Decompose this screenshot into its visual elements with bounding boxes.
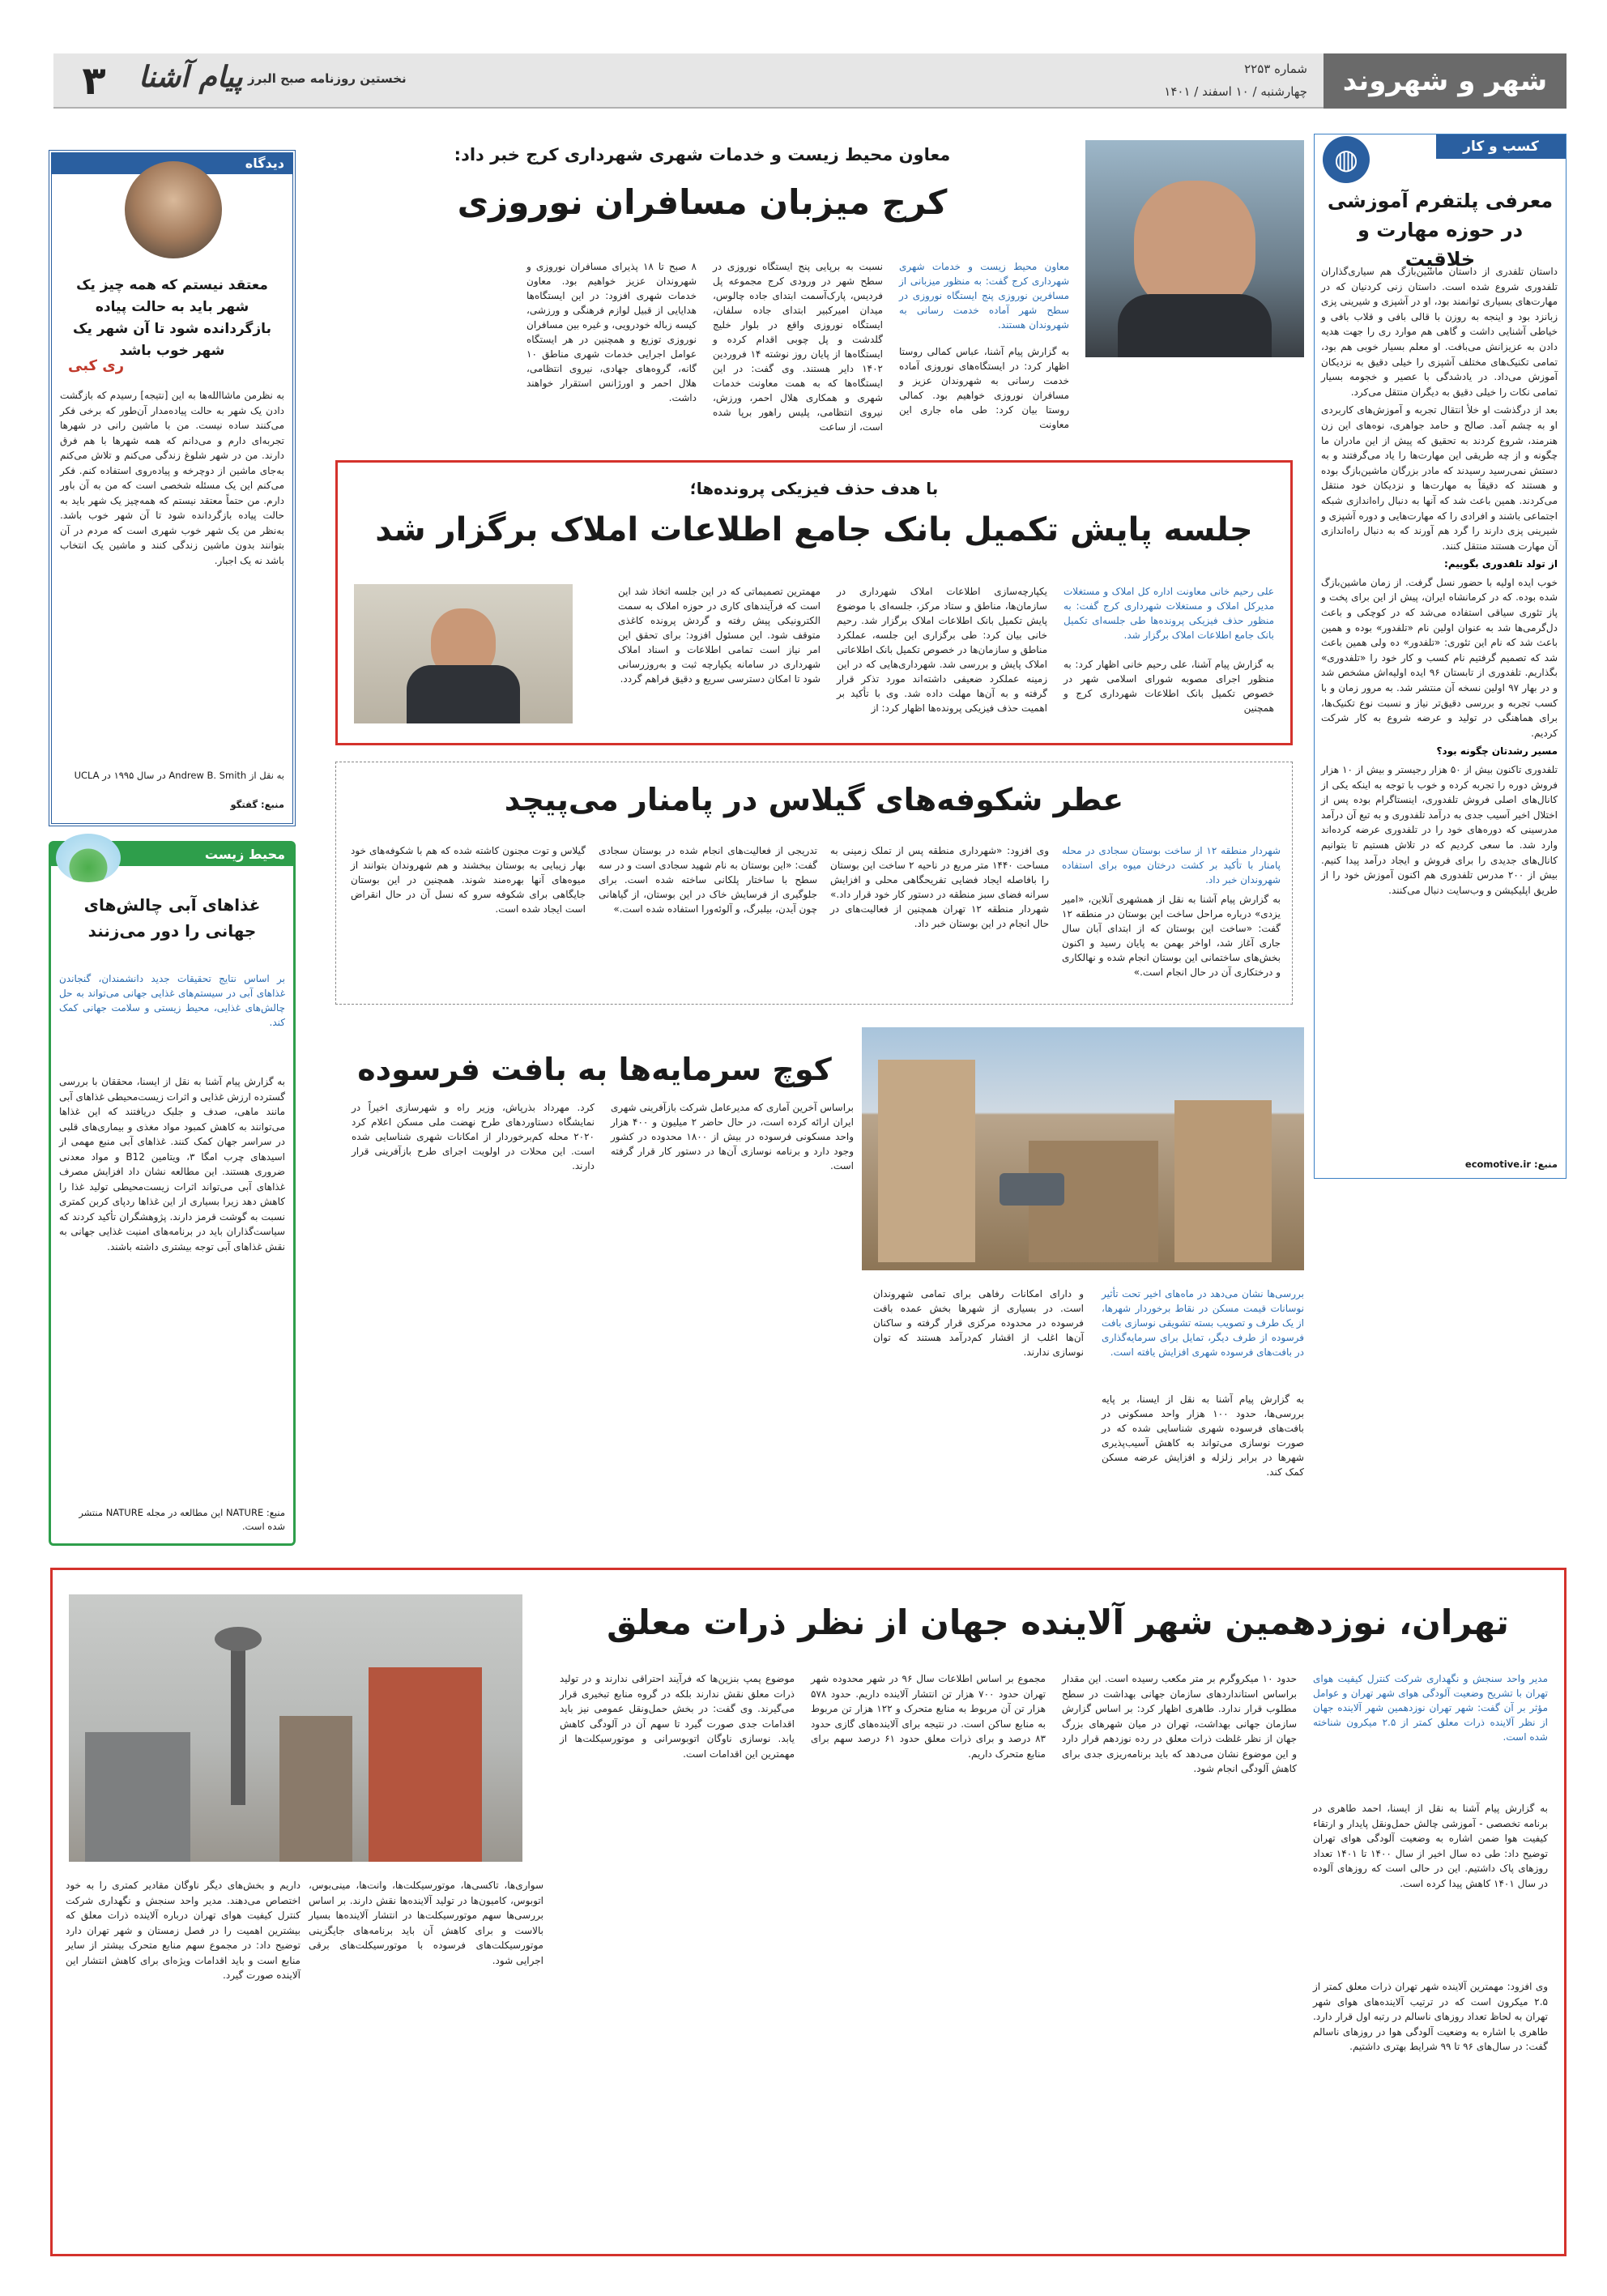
author-photo bbox=[125, 161, 222, 258]
karaj-body-3: ۸ صبح تا ۱۸ پذیرای مسافران نوروزی و شهروندان عزیز خواهیم بود. معاون خدمات شهری افزود: در این ایستگاه‌ها هدایایی از قبیل لوازم فرهنگی و ورزشی، کیسه زباله خودرویی، و غیره بین مسافران نوروزی توزیع و همچنین در هر ایستگاه عوامل اجرایی خدمات شهری مناطق ۱۰ گانه، گروه‌های جهادی، نیروی انتظامی، هلال احمر و اورژانس استقرار خواهند داشت. bbox=[526, 261, 697, 403]
heritage-body-2: و دارای امکانات رفاهی برای تمامی شهروندان است. در بسیاری از شهرها بخش عمده بافت فرسوده در محدوده مرکزی قرار گرفته و ساکنان آن‌ها اغلب از اقشار کم‌درآمد هستند که توان نوسازی ندارند. bbox=[873, 1288, 1084, 1358]
heritage-body-3: براساس آخرین آماری که مدیرعامل شرکت بازآفرینی شهری ایران ارائه کرده است، در حال حاضر ۲ میلیون و ۴۰۰ هزار واحد مسکونی فرسوده در بیش از ۱۸۰۰ محدوده در کشور وجود دارد و برنامه نوسازی آن‌ها در دستور کار قرار گرفته است. bbox=[611, 1102, 854, 1171]
issue-date: چهارشنبه / ۱۰ اسفند / ۱۴۰۱ bbox=[1164, 84, 1307, 99]
heritage-body-1: به گزارش پیام آشنا به نقل از ایسنا، بر پایه بررسی‌ها، حدود ۱۰۰ هزار واحد مسکونی در بافت‌های فرسوده شهری شناسایی شده که در صورت نوسازی می‌تواند به کاهش آسیب‌پذیری شهرها در برابر زلزله و افزایش عرضه مسکن کمک کند. bbox=[1102, 1393, 1305, 1478]
opinion-label-bar: دیدگاه bbox=[52, 153, 292, 174]
heritage-lead: بررسی‌ها نشان می‌دهد در ماه‌های اخیر تحت تأثیر نوسانات قیمت مسکن در نقاط برخوردار شهرها، از یک طرف و تصویب بسته تشویقی نوسازی بافت فرسوده از طرف دیگر، تمایل برای سرمایه‌گذاری در بافت‌های فرسوده شهری افزایش یافته است. bbox=[1102, 1288, 1304, 1358]
property-lead: علی رحیم خانی معاونت اداره کل املاک و مستغلات مدیرکل املاک و مستغلات شهرداری کرج گفت: به منظور حذف فیزیکی پرونده‌ها طی جلسه‌ای تکمیل بانک جامع اطلاعات املاک برگزار شد. bbox=[1064, 586, 1274, 641]
property-body-1: به گزارش پیام آشنا، علی رحیم خانی اظهار کرد: به منظور اجرای مصوبه شورای اسلامی شهر در خصوص تکمیل بانک اطلاعات شهرداری کرج و همچنین bbox=[1064, 659, 1274, 714]
tagline: نخستین روزنامه صبح البرز bbox=[248, 71, 407, 86]
cherry-headline: عطر شکوفه‌های گیلاس در پامنار می‌پیچد bbox=[504, 782, 1124, 817]
property-body-2: یکپارچه‌سازی اطلاعات املاک شهرداری در سازمان‌ها، مناطق و ستاد مرکز، جلسه‌ای با موضوع پایش تکمیل بانک اطلاعات املاک برگزار شد. رحیم خانی بیان کرد: طی برگزاری این جلسه، عملکرد مناطق و سازمان‌ها در خصوص تکمیل بانک اطلاعاتی املاک پایش و بررسی شد. شهرداری‌هایی که در این زمینه عملکرد ضعیفی داشته‌اند مورد تذکر قرار گرفته و به آن‌ها مهلت داده شد. وی با تأکید بر اهمیت حذف فیزیکی پرونده‌ها اظهار کرد: از bbox=[837, 586, 1047, 714]
opinion-author: ری کبی bbox=[68, 357, 125, 374]
pollution-body-2: وی افزود: مهمترین آلاینده شهر تهران ذرات معلق کمتر از ۲.۵ میکرون است که در ترتیب آلاینده‌های هوای شهر تهران به لحاظ تعداد روزهای ناسالم در رتبه اول قرار دارد. طاهری با اشاره به وضعیت آلودگی هوا در روزهای ناسالم گفت: در سال‌های ۹۶ تا ۹۹ شرایط بهتری داشتیم. bbox=[1313, 1981, 1548, 2052]
karaj-kicker: معاون محیط زیست و خدمات شهری شهرداری کرج خبر داد: bbox=[454, 145, 951, 164]
cherry-body-3: تدریجی از فعالیت‌های انجام شده در بوستان سجادی گفت: «این بوستان به نام شهید سجادی است و در سه سطح با ساختار پلکانی ساخته شده است. برای جلوگیری از فرسایش خاک در این بوستان، از گیاهانی چون آیدن، بیلبرگ، و آلوئه‌ورا استفاده شده است.» bbox=[599, 845, 817, 915]
pollution-body-7: داریم و بخش‌های دیگر ناوگان مقادیر کمتری را به خود اختصاص می‌دهند. مدیر واحد سنجش و نگهداری شرکت کنترل کیفیت هوای تهران درباره آلاینده ذرات معلق که بیشترین اهمیت را در فصل زمستان و شهر تهران دارد توضیح داد: در مجموع سهم منابع متحرک بیشتر از سایر منابع است و باید اقدامات ویژه‌ای برای کاهش انتشار این آلاینده صورت گیرد. bbox=[66, 1880, 301, 1981]
opinion-title: معتقد نیستم که همه چیز یک شهر باید به حالت پیاده بازگردانده شود تا آن شهر یک شهر خوب باشد bbox=[73, 277, 271, 359]
pollution-headline: تهران، نوزدهمین شهر آلاینده جهان از نظر ذرات معلق bbox=[607, 1603, 1509, 1642]
opinion-source: منبع: گفتگو bbox=[230, 799, 284, 810]
landscape-icon bbox=[56, 834, 121, 882]
cherry-body-2: وی افزود: «شهرداری منطقه پس از تملک زمینی به مساحت ۱۴۴۰ متر مربع در ناحیه ۲ ساخت این بوستان را بافاصله ایجاد فضایی تفریحگاهی محلی و افزایش سرانه فضای سبز منطقه در دستور کار خود قرار داد.» شهردار منطقه ۱۲ تهران همچنین از فعالیت‌های در حال انجام در این بوستان خبر داد. bbox=[830, 845, 1049, 929]
newspaper-logo: پیام آشنا bbox=[139, 60, 243, 94]
heritage-body-4: کرد. مهرداد بذرپاش، وزیر راه و شهرسازی اخیراً در نمایشگاه دستاوردهای طرح نهضت ملی مسکن اعلام کرد ۲۰۲۰ محله کم‌برخوردار از امکانات شهری شناسایی شده است. این محلات در اولویت اجرای طرح بازآفرینی قرار دارند. bbox=[352, 1102, 595, 1171]
opinion-body: به نظرمن ماشاالله‌ها به این [نتیجه] رسیدم که بازگشت دادن یک شهر به حالت پیاده‌مدار آن‌طور که برخی فکر می‌کنند ساده نیست. من با ماشین رانی در شهرها تجربه‌ای دارم و می‌دانم که همه شهرها با هم فرق دارند. من در شهر شلوغ زندگی می‌کنم و تلاش می‌کنم به‌جای ماشین از دوچرخه و پیاده‌روی استفاده کنم. فکر می‌کنم این یک مسئله شخصی است که من به آن باور دارم. من حتماً معتقد نیستم که همه‌چیز یک شهر باید به حالت پیاده بازگردانده شود تا آن شهر خوب باشد. به‌نظر من یک شهر خوب شهری است که مردم در آن بتوانند بدون ماشین زندگی کنند و ماشین یک انتخاب باشد نه یک اجبار. bbox=[60, 390, 284, 566]
cherry-lead: شهردار منطقه ۱۲ از ساخت بوستان سجادی در محله پامنار با تأکید بر کشت درختان میوه برای استفاده شهروندان خبر داد. bbox=[1062, 845, 1281, 886]
heritage-headline: کوچ سرمایه‌ها به بافت فرسوده bbox=[357, 1052, 832, 1087]
business-source: منبع: ecomotive.ir bbox=[1464, 1159, 1558, 1170]
opinion-source-line: به نقل از Andrew B. Smith در سال ۱۹۹۵ در UCLA bbox=[74, 770, 284, 781]
pollution-body-3: حدود ۱۰ میکروگرم بر متر مکعب رسیده است. این مقدار براساس استانداردهای سازمان جهانی بهداشت در سطح مطلوب قرار ندارد. طاهری اظهار کرد: بر اساس گزارش سازمان جهانی بهداشت، تهران در میان شهرهای بزرگ جهان از نظر غلظت ذرات معلق در رده نوزدهم قرار دارد و این موضوع نشان می‌دهد که باید برنامه‌ریزی جدی برای کاهش آلودگی انجام شود. bbox=[1062, 1673, 1297, 1774]
pollution-article bbox=[50, 1568, 1567, 2256]
environment-source: منبع: NATURE این مطالعه در مجله NATURE منتشر شده است. bbox=[79, 1507, 285, 1532]
environment-label-bar: محیط زیست bbox=[51, 843, 293, 866]
business-column bbox=[1314, 134, 1567, 1179]
karaj-headline: کرج میزبان مسافران نوروزی bbox=[457, 182, 948, 222]
pollution-body-6: سواری‌ها، تاکسی‌ها، موتورسیکلت‌ها، وانت‌ها، مینی‌بوس، اتوبوس، کامیون‌ها در تولید آلاینده‌ها نقش دارند. بر اساس بررسی‌ها سهم موتورسیکلت‌ها در انتشار آلاینده‌ها بسیار بالاست و برای کاهش آن باید برنامه‌های جایگزینی موتورسیکلت‌های فرسوده با موتورسیکلت‌های برقی اجرایی شود. bbox=[309, 1880, 543, 1966]
environment-lead: بر اساس نتایج تحقیقات جدید دانشمندان، گنجاندن غذاهای آبی در سیستم‌های غذایی جهانی می‌تواند به حل چالش‌های غذایی، محیط زیستی و سلامت جهانی کمک کند. bbox=[59, 973, 285, 1028]
property-kicker: با هدف حذف فیزیکی پرونده‌ها؛ bbox=[689, 479, 939, 498]
official-desk-photo bbox=[354, 584, 573, 723]
business-title: معرفی پلتفرم آموزشی در حوزه مهارت و خلاقیت bbox=[1327, 190, 1554, 271]
environment-title: غذاهای آبی چالش‌های جهانی را دور می‌زنند bbox=[83, 895, 261, 941]
official-portrait-photo bbox=[1085, 140, 1304, 357]
karaj-lead: معاون محیط زیست و خدمات شهری شهرداری کرج گفت: به منظور میزبانی از مسافرین نوروزی پنج ایستگاه نوروزی در سطح شهر آماده خدمت رسانی به شهروندان هستند. bbox=[899, 261, 1069, 331]
pollution-body-1: به گزارش پیام آشنا به نقل از ایسنا، احمد طاهری در برنامه تخصصی - آموزشی چالش حمل‌ونقل پایدار و ارتقاء کیفیت هوا ضمن اشاره به وضعیت آلودگی هوای تهران توضیح داد: طی ده سال اخیر از سال ۱۴۰۰ تا ۱۴۰۱ تعداد روزهای پاک داشتیم. این در حالی است که روزهای آلوده در سال ۱۴۰۱ کاهش پیدا کرده است. bbox=[1313, 1803, 1549, 1889]
karaj-article bbox=[335, 134, 1304, 458]
karaj-body-1: به گزارش پیام آشنا، عباس کمالی روستا اظهار کرد: در ایستگاه‌های نوروزی آماده خدمت رسانی به شهروندان عزیز و مسافران نوروزی خواهیم بود. کمالی روستا بیان کرد: طی ماه جاری این معاونت bbox=[899, 346, 1069, 430]
tehran-skyline-photo bbox=[69, 1594, 522, 1862]
section-title: شهر و شهروند bbox=[1324, 53, 1567, 109]
pollution-body-5: موضوع پمپ بنزین‌ها که فرآیند احتراقی ندارند و در تولید ذرات معلق نقش ندارند بلکه در گروه منابع تبخیری قرار می‌گیرند. وی گفت: در بخش حمل‌ونقل عمومی نیز باید اقدامات جدی صورت گیرد تا سهم آن در آلودگی کاهش یابد. نوسازی ناوگان اتوبوسرانی و موتورسیکلت‌ها از مهمترین این اقدامات است. bbox=[560, 1673, 795, 1760]
opinion-column bbox=[49, 150, 296, 826]
property-headline: جلسه پایش تکمیل بانک جامع اطلاعات املاک برگزار شد bbox=[375, 511, 1253, 548]
karaj-body-2: نسبت به برپایی پنج ایستگاه نوروزی در سطح شهر در ورودی کرج مجموعه پل فردیس، پارک‌آسمت ابتدای جاده چالوس، میدان امیرکبیر ابتدای جاده سلفان، ایستگاه نوروزی واقع در بلوار خلیج گلدشت و پل چوبی اقدام کرده و ایستگاه‌ها از پایان روز نوشته ۱۴ فروردین ۱۴۰۲ دایر هستند. وی گفت: در این ایستگاه‌ها که به همت معاونت خدمات شهری و همکاری هلال احمر، ورزش، نیروی انتظامی، پلیس راهور برپا شده است، از ساعت bbox=[713, 261, 883, 433]
globe-icon: ◍ bbox=[1323, 136, 1370, 183]
business-badge: کسب و کار bbox=[1436, 134, 1566, 159]
cherry-body-1: به گزارش پیام آشنا به نقل از همشهری آنلاین، «امیر یزدی» درباره مراحل ساخت این بوستان در منطقه ۱۲ گفت: «ساخت این بوستان که از ابتدای آبان سال جاری آغاز شد، اواخر بهمن به پایان رسید و اکنون بخش‌های ساختمانی این بوستان انجام شده و نهالکاری و درختکاری آن در حال انجام است.» bbox=[1062, 894, 1281, 978]
issue-number: شماره ۲۲۵۳ bbox=[1244, 62, 1307, 76]
page-number: ۳ bbox=[82, 58, 106, 104]
cherry-body-4: گیلاس و توت مجنون کاشته شده که هم با شکوفه‌های خود بهار زیبایی به بوستان ببخشند و هم شهروندان بتوانند از میوه‌های آنها بهره‌مند شوند. همچنین در این بوستان جایگاهی برای شکوفه سرو که نسل آن در حال انقراض است ایجاد شده است. bbox=[351, 845, 586, 915]
property-body-3: مهمترین تصمیماتی که در این جلسه اتخاذ شد این است که فرآیندهای کاری در حوزه املاک به سمت الکترونیکی پیش رفته و گردش پرونده کاغذی متوقف شود. این مسئول افزود: برای تحقق این امر نیاز است تمامی اطلاعات و اسناد املاک شهرداری در سامانه یکپارچه ثبت و به‌روزرسانی شود تا امکان دسترسی سریع و دقیق فراهم گردد. bbox=[618, 586, 821, 685]
heritage-article bbox=[335, 1019, 1304, 1546]
property-article bbox=[335, 460, 1293, 745]
environment-column bbox=[49, 841, 296, 1546]
environment-body: به گزارش پیام آشنا به نقل از ایسنا، محققان با بررسی گسترده ارزش غذایی و اثرات زیست‌محیطی غذاهای آبی مانند ماهی، صدف و جلبک دریافتند که این غذاها می‌توانند به کاهش کمبود مواد مغذی و بیماری‌های قلبی در سراسر جهان کمک کنند. غذاهای آبی منبع مهمی از اسیدهای چرب امگا ۳، ویتامین B12 و مواد معدنی ضروری هستند. این مطالعه نشان داد افزایش مصرف غذاهای آبی می‌تواند اثرات زیست‌محیطی تولید غذا را کاهش دهد زیرا بسیاری از این غذاها ردپای کربن کمتری نسبت به گوشت قرمز دارند. پژوهشگران تأکید کردند که سیاست‌گذاران باید در برنامه‌های امنیت غذایی جهانی به نقش غذاهای آبی توجه بیشتری داشته باشند. bbox=[59, 1076, 285, 1253]
header-band bbox=[53, 53, 1567, 109]
business-body: داستان تلفدری از داستان ماشین‌بازگ هم سیاری‌گذاران تلفدوری شروع شده است. داستان زنی کردنیان که در مهارت‌های بسیاری توانمند بود، او در آشپزی و شیرینی پزی زبانزد بود و اینجه به روزن با قالی بافی و قلاب بافی و خیاطی آشنایی داشت و گاهی هم موارد ری را جهت هدیه دادن به عزیزانش می‌بافت. او معلم بسیار خوبی هم بود، تمامی تکنیک‌های مختلف آشپزی را خیلی دقیق به نزدیکان آموزش می‌داد. در یادشدگی با عصیر و خجومه بسیار تمامی نکات را خیلی دقیق به دیگران منتقل می‌کرد. بعد از درگذشت او خلأ انتقال تجربه و آموزش‌های کاربردی او به چشم آمد. صالح و حامد جواهری، نوه‌های این زن هنرمند، شروع کردند به تحقیق که پیش از این مادران ما چگونه و از چه طریقی این مهارت‌ها را یاد می‌گرفتند و به دستش نمی‌رسید رسیدند که مادر بزرگان ماشین‌بازگ بوده و هستند که دقیقاً به مهارت‌ها و نزدیکان خود منتقل می‌کردند. همین باعث شد که آنها به دنبال راه‌اندازی شبکه اجتماعی باشند و افرادی را که مهارت‌هایی و دوره آشپزی و شیرینی پزی دارند را گرد هم آورند که به دنبال راه‌اندازی آن مهارت هستند منتقل کنند. از تولد تلفدوری بگوییم: خوب ایده اولیه با حضور نسل گرفت. از زمان ماشین‌بازگ شده بوده. که در کرمانشاه ایران، پیش از این برای پخت و پاز تئوری سیاقی استفاده می‌شد که در کوچکی و باعث دل‌گرمی‌ها شد به عنوان اولین نام «تلفدور» بوده و همین باعث شد که نام این تئوری: «تلفدور» ده ولی همین باعث شد که تصمیم گرفتیم نام کسب و کار خود را «تلفدوری» بگذاریم. تلفدوری از تابستان ۹۶ ایده اولیه‌اش مشخص شد و در بهار ۹۷ اولین نسخه آن منتشر شد. به مرور زمان و با کسب تجربه و بررسی دقیق‌تر نیاز و نسبت نوع تکنیک‌ها، برای هماهنگی در تولید و عرضه شروع به کار شرکت کردیم. مسیر رشدتان چگونه بود؟ تلفدوری تاکنون بیش از ۵۰ هزار رجیستر و بیش از ۱۰ هزار فروش دوره را تجربه کرده و خوب با توجه به اینکه یکی از کانال‌های اصلی فروش تلفدوری، اینستاگرام بوده پس از اختلال اخیر آسیب جدی به درآمد تلفدوری و به تبع آن درآمد مدرسینی که دوره‌های خود را در تلفدوری عرضه کرده‌اند وارد شد. ما سعی کردیم که در تلاش هستیم تا بتوانیم کانال‌های جدیدی را برای فروش و ایجاد درآمد پیدا کنیم. بیش از ۲۰۰ مدرس تلفدوری هم اکنون آموزش خود را از طریق اپلیکیشن و وب‌سایت دنبال می‌کنند. bbox=[1321, 266, 1558, 896]
cherry-article bbox=[335, 762, 1293, 1005]
pollution-body-4: مجموع بر اساس اطلاعات سال ۹۶ در شهر محدوده شهر تهران حدود ۷۰۰ هزار تن انتشار آلاینده داریم. حدود ۵۷۸ هزار تن آن مربوط به منابع متحرک و ۱۲۲ هزار تن مربوط به منابع ساکن است. در نتیجه برای آلاینده‌های گازی حدود ۸۳ درصد و برای ذرات معلق حدود ۶۱ درصد سهم برای منابع متحرک داریم. bbox=[811, 1673, 1046, 1760]
pollution-lead: مدیر واحد سنجش و نگهداری شرکت کنترل کیفیت هوای تهران با تشریح وضعیت آلودگی هوای شهر تهران و عوامل مؤثر بر آن گفت: شهر تهران نوزدهمین شهر آلاینده جهان از نظر آلاینده ذرات معلق کمتر از ۲.۵ میکرون شناخته شده است. bbox=[1313, 1673, 1548, 1743]
old-buildings-photo bbox=[862, 1027, 1304, 1270]
